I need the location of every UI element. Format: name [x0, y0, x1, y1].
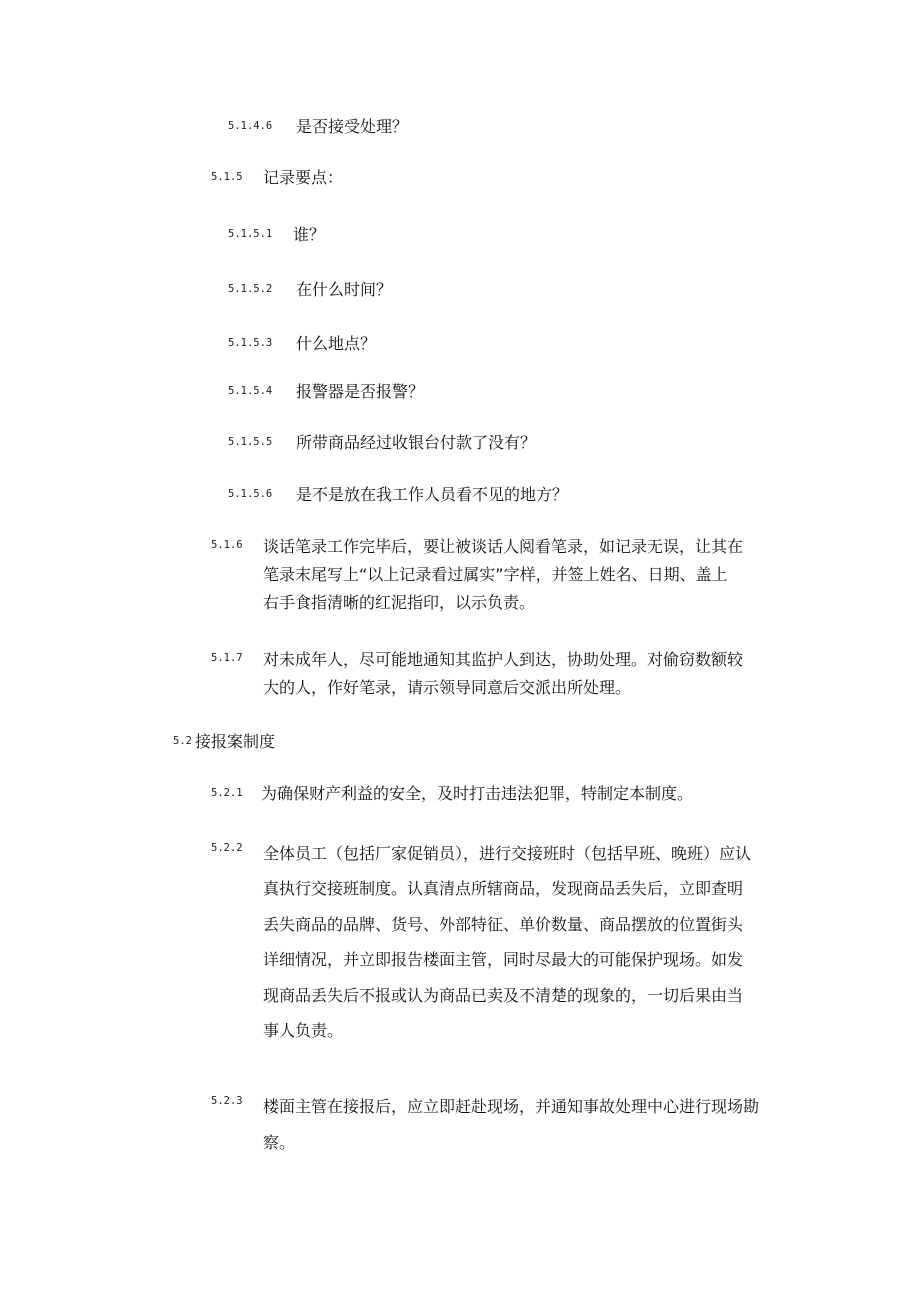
paragraph-line: 全体员工（包括厂家促销员），进行交接班时（包括早班、晚班）应认 — [263, 844, 752, 863]
paragraph-5-2-1 — [211, 781, 693, 807]
paragraph-line: 谈话笔录工作完毕后，要让被谈话人阅看笔录，如记录无误，让其在 — [263, 537, 744, 556]
item-number: 5.1.5.6 — [228, 488, 273, 500]
item-text: 报警器是否报警？ — [296, 382, 425, 401]
list-item — [228, 430, 536, 456]
list-item — [228, 331, 376, 357]
paragraph-line: 真执行交接班制度。认真清点所辖商品，发现商品丢失后，立即查明 — [263, 879, 744, 899]
paragraph-text: 为确保财产利益的安全，及时打击违法犯罪，特制定本制度。 — [261, 784, 694, 803]
item-text: 在什么时间？ — [296, 280, 393, 299]
item-number: 5.2.2 — [211, 842, 243, 854]
list-item — [228, 379, 424, 405]
paragraph-text — [263, 646, 743, 702]
section-title: 接报案制度 — [195, 732, 276, 751]
paragraph-text — [263, 836, 751, 1048]
paragraph-5-2-3 — [211, 1089, 759, 1161]
paragraph-line: 事人负责。 — [263, 1021, 344, 1041]
item-text: 谁？ — [293, 225, 326, 244]
paragraph-line: 现商品丢失后不报或认为商品已卖及不清楚的现象的，一切后果由当 — [263, 985, 744, 1005]
item-number: 5.2.3 — [211, 1095, 243, 1107]
paragraph-line: 对未成年人，尽可能地通知其监护人到达，协助处理。对偷窃数额较 — [263, 650, 744, 669]
paragraph-5-1-6 — [211, 533, 743, 617]
paragraph-text — [263, 1089, 759, 1161]
list-item — [228, 482, 568, 508]
item-number: 5.1.5.5 — [228, 436, 273, 448]
item-number: 5.1.6 — [211, 539, 243, 551]
item-text: 所带商品经过收银台付款了没有？ — [296, 433, 537, 452]
paragraph-5-2-2 — [211, 836, 751, 1048]
item-number: 5.1.5.1 — [228, 228, 273, 240]
item-text: 是否接受处理？ — [296, 117, 409, 136]
item-number: 5.1.4.6 — [228, 120, 273, 132]
paragraph-line: 右手食指清晰的红泥指印，以示负责。 — [263, 593, 536, 612]
list-item — [228, 114, 408, 140]
item-number: 5.1.5.2 — [228, 283, 273, 295]
item-text: 什么地点？ — [296, 334, 377, 353]
list-item — [228, 277, 392, 303]
paragraph-text — [263, 533, 743, 617]
paragraph-line: 察。 — [263, 1133, 296, 1152]
list-item — [211, 165, 343, 191]
paragraph-line: 大的人，作好笔录，请示领导同意后交派出所处理。 — [263, 678, 632, 697]
item-number: 5.1.5.3 — [228, 337, 273, 349]
section-number: 5.2 — [173, 735, 192, 747]
item-number: 5.1.5.4 — [228, 385, 273, 397]
list-item — [228, 222, 325, 248]
section-heading — [173, 729, 275, 755]
paragraph-line: 楼面主管在接报后，应立即赶赴现场，并通知事故处理中心进行现场勘 — [263, 1097, 760, 1116]
paragraph-line: 详细情况，并立即报告楼面主管，同时尽最大的可能保护现场。如发 — [263, 950, 744, 970]
item-number: 5.1.7 — [211, 652, 243, 664]
item-text: 是不是放在我工作人员看不见的地方？ — [296, 485, 569, 504]
paragraph-line: 丢失商品的品牌、货号、外部特征、单价数量、商品摆放的位置街头 — [263, 914, 744, 934]
item-number: 5.1.5 — [211, 171, 243, 183]
paragraph-5-1-7 — [211, 646, 743, 702]
item-text: 记录要点： — [263, 168, 344, 187]
item-number: 5.2.1 — [211, 787, 243, 799]
paragraph-line: 笔录末尾写上“以上记录看过属实”字样，并签上姓名、日期、盖上 — [263, 565, 728, 584]
